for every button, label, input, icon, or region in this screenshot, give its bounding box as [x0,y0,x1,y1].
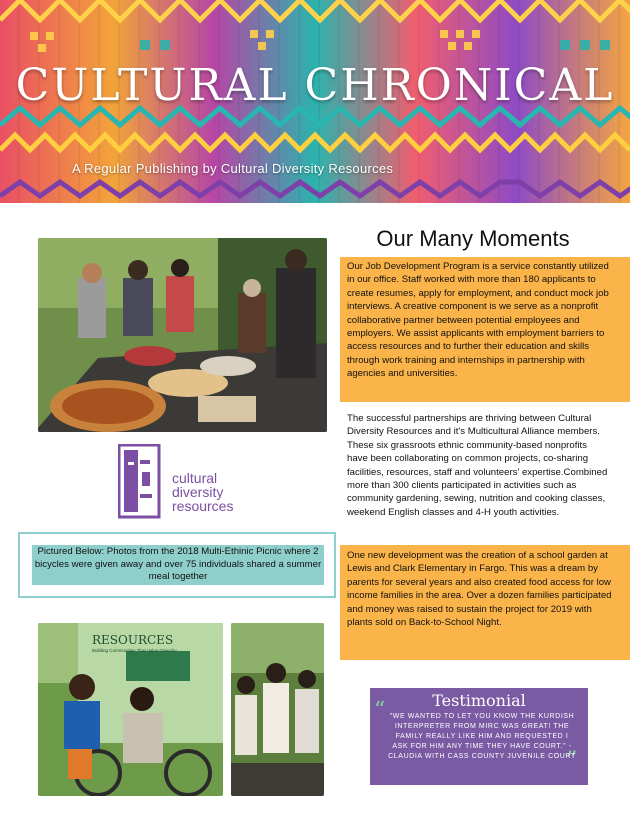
children-photo [231,623,324,796]
article-job-development: Our Job Development Program is a service constantly utilized in our office. Staff worked with more than 180 applicants to create resumes, apply for employment, and conduct mock job interviews. A creative component is we serve as a nonprofit collaborative partner between potential employees and employers. We assist applicants with employment barriers to access resources and to further their education and skills through work training and internships in partnership with agencies and universities. [347,261,609,380]
photo-caption: Pictured Below: Photos from the 2018 Multi-Ethinic Picnic where 2 bicycles were given away and over 75 individuals shared a summer meal together [32,545,324,585]
photo-caption-frame [18,532,336,598]
cdr-logo-text [172,471,233,513]
close-quote-icon: ” [566,748,578,773]
cdr-logo [118,444,268,520]
newsletter-subtitle: A Regular Publishing by Cultural Diversity Resources [72,161,394,176]
testimonial-quote: "WE WANTED TO LET YOU KNOW THE KURDISH INTERPRETER FROM MIRC WAS GREAT! THE FAMILY REALLY LIKE HIM AND REQUESTED I ASK FOR HIM ANY TIME THEY HAVE COURT." -CLAUDIA WITH CASS COUNTY JUVENILE COURT [388,713,576,760]
header-banner [0,0,630,203]
open-quote-icon: “ [374,698,386,723]
testimonial-title: Testimonial [432,691,526,710]
logo-line-3: resources [172,498,234,514]
article-partnerships: The successful partnerships are thriving between Cultural Diversity Resources and it's Multicultural Alliance members. These six grassroots ethnic community-based nonprofits have been collaborating on common projects, co-sharing facilities, resources, staff and volunteers' expertise.Combined more than 300 clients participated in activities such as community gardening, sewing, nutrition and cooking classes, weekend English classes and 4-H youth activities. [347,413,608,518]
logo-line-2: diversity [172,484,224,500]
cdr-logo-mark-icon [118,444,162,520]
children-photo-illustration [231,623,324,796]
sign-subheading: Building Communities That Value Diversity [92,648,177,653]
picnic-photo [38,238,327,432]
bicycle-giveaway-photo [38,623,223,796]
logo-line-1: cultural [172,470,218,486]
article-school-garden: One new development was the creation of a school garden at Lewis and Clark Elementary in Fargo. This was a dream by parents for several years and also created food access for low income families in the area. Over a dozen families participated and money was raised to sustain the project for 2019 with plants sold on Back-to-School Night. [347,550,612,629]
newsletter-title: CULTURAL CHRONICAL [15,60,615,111]
section-title: Our Many Moments [376,226,570,251]
testimonial-card [370,688,588,785]
picnic-photo-illustration [38,238,327,432]
sign-heading: RESOURCES [92,633,174,647]
